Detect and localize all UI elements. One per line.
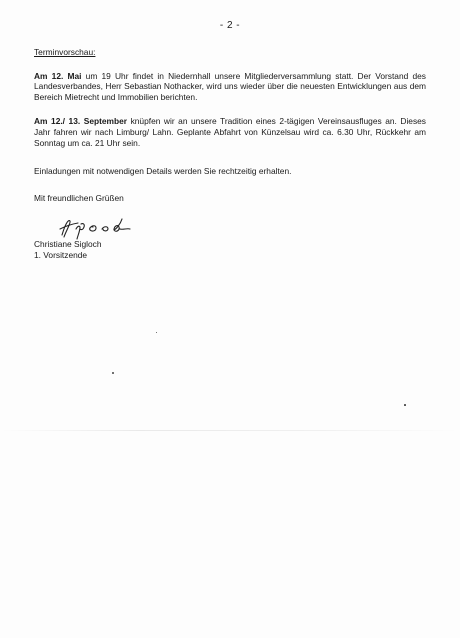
paragraph-excursion-text: knüpfen wir an unsere Tradition eines 2-tägigen Vereinsausfluges an. Dieses Jahr fahren wir nach Limburg/ Lahn. Geplante Abfahrt von Künzelsau wird ca. 6.30 Uhr, Rückkehr am Sonntag um ca. 21 Uhr sein.	[34, 116, 426, 148]
paragraph-general-meeting	[34, 71, 426, 103]
section-heading: Terminvorschau:	[34, 47, 96, 57]
closing-greeting: Mit freundlichen Grüßen	[34, 192, 124, 203]
scan-speck	[112, 372, 114, 374]
paragraph-excursion	[34, 116, 426, 148]
date-may: Am 12. Mai	[34, 70, 82, 81]
date-september: Am 12./ 13. September	[34, 116, 128, 127]
paragraph-general-meeting-text: um 19 Uhr findet in Niedernhall unsere Mitgliederversammlung statt. Der Vorstand des Landesverbandes, Herr Sebastian Nothacker, wird uns wieder über die neuesten Entwicklungen aus dem Bereich Mietrecht und Immobilien berichten.	[34, 70, 426, 102]
page-number: - 2 -	[219, 20, 241, 31]
scan-artifact-line	[0, 430, 460, 431]
signer-role: 1. Vorsitzende	[34, 249, 88, 260]
signature-icon	[56, 215, 146, 241]
paragraph-invitations: Einladungen mit notwendigen Details werden Sie rechtzeitig erhalten.	[34, 166, 292, 177]
letter-body	[34, 47, 426, 261]
scan-speck	[156, 332, 157, 333]
signer-name: Christiane Sigloch	[34, 239, 102, 250]
handwritten-signature	[56, 215, 426, 239]
scan-speck	[404, 404, 406, 406]
